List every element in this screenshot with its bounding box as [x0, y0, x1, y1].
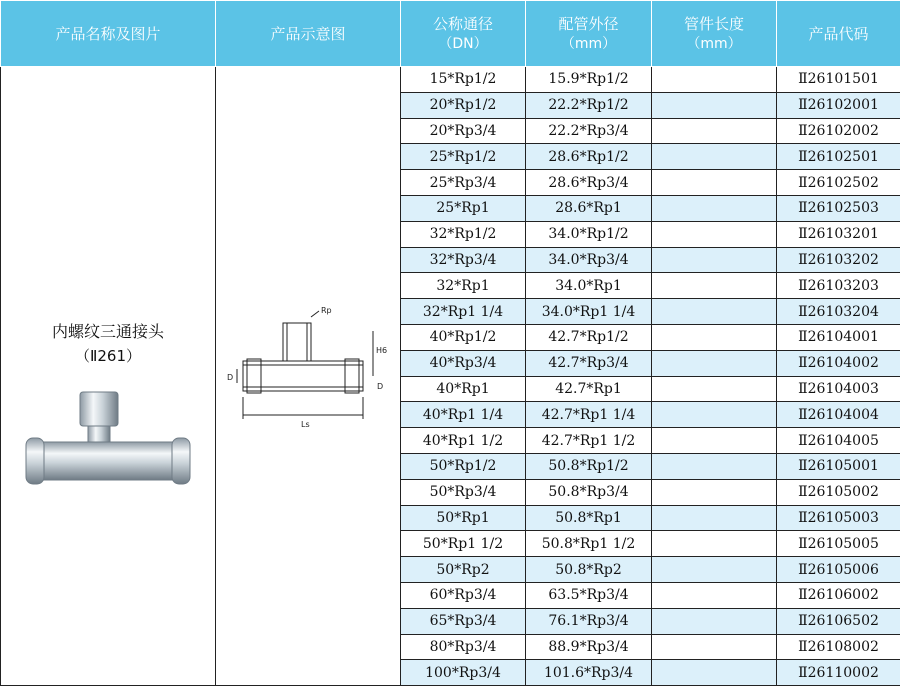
outer-diameter-cell: 34.0*Rp1/2 — [526, 221, 652, 247]
outer-diameter-cell: 28.6*Rp1 — [526, 195, 652, 221]
header-len-unit: （mm） — [652, 34, 776, 54]
outer-diameter-cell: 42.7*Rp1/2 — [526, 324, 652, 350]
dn-cell: 25*Rp1/2 — [401, 144, 526, 170]
product-code-cell: Ⅱ26106002 — [777, 582, 900, 608]
product-code-cell: Ⅱ26106502 — [777, 608, 900, 634]
outer-diameter-cell: 63.5*Rp3/4 — [526, 582, 652, 608]
outer-diameter-cell: 22.2*Rp3/4 — [526, 118, 652, 144]
outer-diameter-cell: 22.2*Rp1/2 — [526, 92, 652, 118]
length-cell — [652, 582, 777, 608]
header-outer-diameter: 配管外径 （mm） — [526, 1, 652, 67]
product-code-cell: Ⅱ26105006 — [777, 557, 900, 583]
dn-cell: 60*Rp3/4 — [401, 582, 526, 608]
label-d-left: D — [227, 373, 233, 382]
product-code-cell: Ⅱ26105001 — [777, 453, 900, 479]
product-code-cell: Ⅱ26108002 — [777, 634, 900, 660]
product-code-cell: Ⅱ26103203 — [777, 273, 900, 299]
dn-cell: 65*Rp3/4 — [401, 608, 526, 634]
length-cell — [652, 67, 777, 93]
product-code-cell: Ⅱ26104004 — [777, 402, 900, 428]
product-code-cell: Ⅱ26102502 — [777, 170, 900, 196]
product-code-cell: Ⅱ26105005 — [777, 531, 900, 557]
label-ls: Ls — [301, 420, 310, 429]
product-code-cell: Ⅱ26103201 — [777, 221, 900, 247]
product-series-code: （Ⅱ261） — [1, 344, 215, 368]
length-cell — [652, 505, 777, 531]
outer-diameter-cell: 76.1*Rp3/4 — [526, 608, 652, 634]
header-dn-unit: （DN） — [401, 34, 525, 54]
dn-cell: 32*Rp1/2 — [401, 221, 526, 247]
outer-diameter-cell: 28.6*Rp3/4 — [526, 170, 652, 196]
length-cell — [652, 479, 777, 505]
product-code-cell: Ⅱ26104005 — [777, 428, 900, 454]
length-cell — [652, 402, 777, 428]
product-code-cell: Ⅱ26102503 — [777, 195, 900, 221]
outer-diameter-cell: 50.8*Rp2 — [526, 557, 652, 583]
table-row — [1, 67, 900, 93]
product-code-cell: Ⅱ26104002 — [777, 350, 900, 376]
product-code-cell: Ⅱ26105002 — [777, 479, 900, 505]
outer-diameter-cell: 42.7*Rp1 — [526, 376, 652, 402]
length-cell — [652, 195, 777, 221]
dn-cell: 50*Rp1 — [401, 505, 526, 531]
tee-fitting-photo — [18, 382, 198, 492]
length-cell — [652, 376, 777, 402]
dn-cell: 40*Rp1 — [401, 376, 526, 402]
length-cell — [652, 350, 777, 376]
dn-cell: 20*Rp3/4 — [401, 118, 526, 144]
header-dn: 公称通径 （DN） — [401, 1, 526, 67]
dn-cell: 32*Rp3/4 — [401, 247, 526, 273]
header-fitting-length: 管件长度 （mm） — [652, 1, 777, 67]
header-od-unit: （mm） — [526, 34, 651, 54]
outer-diameter-cell: 34.0*Rp1 1/4 — [526, 299, 652, 325]
length-cell — [652, 428, 777, 454]
product-code-cell: Ⅱ26105003 — [777, 505, 900, 531]
dn-cell: 25*Rp3/4 — [401, 170, 526, 196]
length-cell — [652, 557, 777, 583]
outer-diameter-cell: 42.7*Rp3/4 — [526, 350, 652, 376]
dn-cell: 50*Rp1/2 — [401, 453, 526, 479]
dn-cell: 15*Rp1/2 — [401, 67, 526, 93]
product-code-cell: Ⅱ26101501 — [777, 67, 900, 93]
product-code-cell: Ⅱ26102002 — [777, 118, 900, 144]
dn-cell: 20*Rp1/2 — [401, 92, 526, 118]
product-code-cell: Ⅱ26103202 — [777, 247, 900, 273]
header-product-code: 产品代码 — [777, 1, 900, 67]
product-name: 内螺纹三通接头 — [1, 320, 215, 344]
outer-diameter-cell: 50.8*Rp1 1/2 — [526, 531, 652, 557]
length-cell — [652, 221, 777, 247]
dn-cell: 40*Rp1 1/4 — [401, 402, 526, 428]
length-cell — [652, 170, 777, 196]
product-code-cell: Ⅱ26110002 — [777, 660, 900, 686]
outer-diameter-cell: 15.9*Rp1/2 — [526, 67, 652, 93]
product-code-cell: Ⅱ26104001 — [777, 324, 900, 350]
outer-diameter-cell: 88.9*Rp3/4 — [526, 634, 652, 660]
dn-cell: 50*Rp3/4 — [401, 479, 526, 505]
length-cell — [652, 531, 777, 557]
length-cell — [652, 453, 777, 479]
outer-diameter-cell: 42.7*Rp1 1/4 — [526, 402, 652, 428]
length-cell — [652, 299, 777, 325]
outer-diameter-cell: 42.7*Rp1 1/2 — [526, 428, 652, 454]
product-code-cell: Ⅱ26104003 — [777, 376, 900, 402]
length-cell — [652, 144, 777, 170]
dn-cell: 32*Rp1 — [401, 273, 526, 299]
tee-technical-drawing — [221, 301, 396, 451]
length-cell — [652, 273, 777, 299]
dn-cell: 40*Rp1/2 — [401, 324, 526, 350]
product-code-cell: Ⅱ26102501 — [777, 144, 900, 170]
dn-cell: 50*Rp2 — [401, 557, 526, 583]
product-code-cell: Ⅱ26102001 — [777, 92, 900, 118]
product-code-cell: Ⅱ26103204 — [777, 299, 900, 325]
label-d-right: D — [377, 382, 383, 391]
dn-cell: 80*Rp3/4 — [401, 634, 526, 660]
outer-diameter-cell: 101.6*Rp3/4 — [526, 660, 652, 686]
dn-cell: 50*Rp1 1/2 — [401, 531, 526, 557]
length-cell — [652, 247, 777, 273]
outer-diameter-cell: 50.8*Rp3/4 — [526, 479, 652, 505]
outer-diameter-cell: 50.8*Rp1 — [526, 505, 652, 531]
length-cell — [652, 324, 777, 350]
header-diagram: 产品示意图 — [216, 1, 401, 67]
header-product-name: 产品名称及图片 — [1, 1, 216, 67]
length-cell — [652, 92, 777, 118]
diagram-cell — [216, 67, 401, 686]
length-cell — [652, 608, 777, 634]
product-cell — [1, 67, 216, 686]
table-body — [1, 67, 900, 686]
length-cell — [652, 660, 777, 686]
dn-cell: 40*Rp1 1/2 — [401, 428, 526, 454]
outer-diameter-cell: 28.6*Rp1/2 — [526, 144, 652, 170]
length-cell — [652, 118, 777, 144]
length-cell — [652, 634, 777, 660]
outer-diameter-cell: 50.8*Rp1/2 — [526, 453, 652, 479]
label-h: H6 — [376, 346, 387, 355]
outer-diameter-cell: 34.0*Rp3/4 — [526, 247, 652, 273]
dn-cell: 32*Rp1 1/4 — [401, 299, 526, 325]
outer-diameter-cell: 34.0*Rp1 — [526, 273, 652, 299]
header-row — [1, 1, 900, 67]
dn-cell: 25*Rp1 — [401, 195, 526, 221]
dn-cell: 100*Rp3/4 — [401, 660, 526, 686]
dn-cell: 40*Rp3/4 — [401, 350, 526, 376]
label-rp: Rp — [321, 306, 332, 315]
